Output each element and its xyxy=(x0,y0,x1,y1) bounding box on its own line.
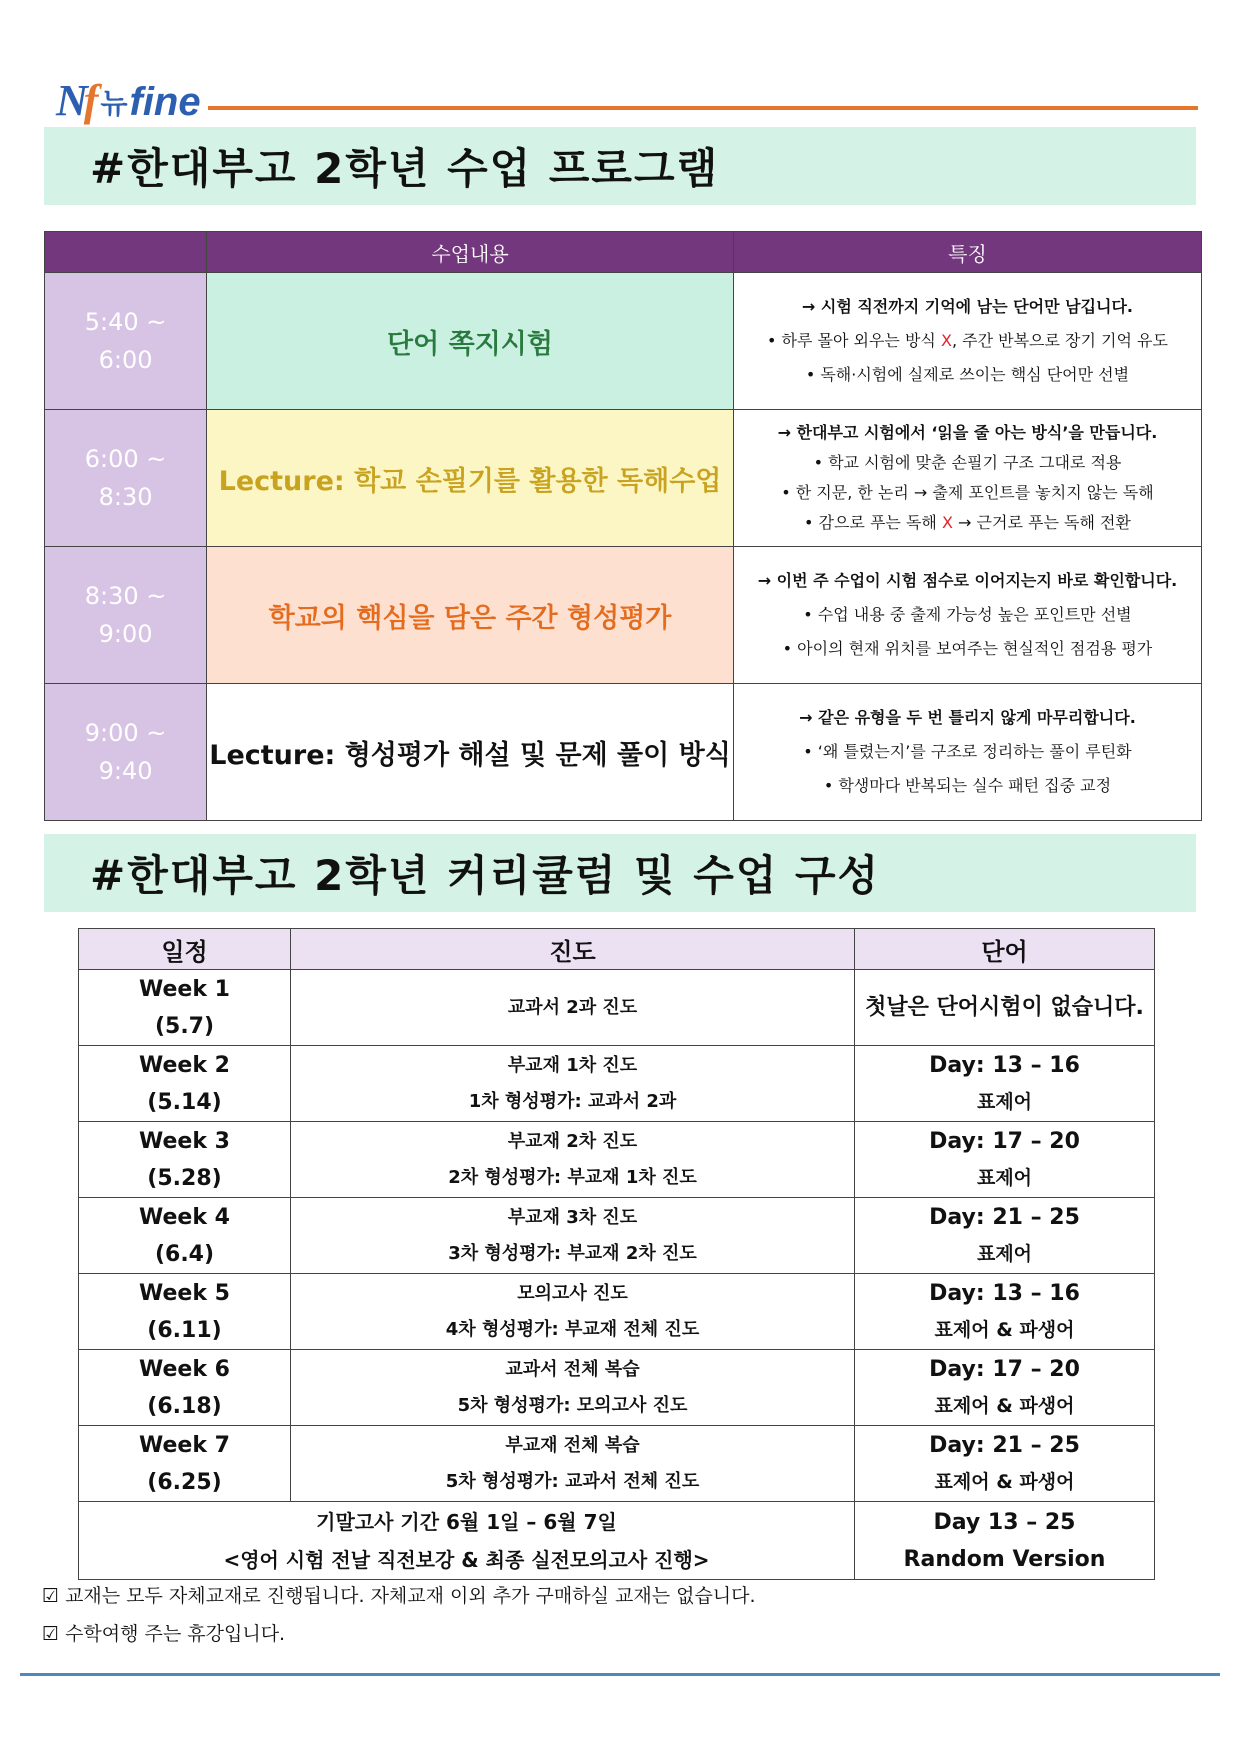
header-words: 단어 xyxy=(855,929,1155,970)
progress-cell: 교과서 2과 진도 xyxy=(291,970,855,1046)
word-cell: Day: 17 – 20 표제어 xyxy=(855,1122,1155,1198)
word-cell: Day: 17 – 20 표제어 & 파생어 xyxy=(855,1350,1155,1426)
curriculum-row xyxy=(79,1198,1155,1274)
logo-korean: 뉴 xyxy=(100,87,128,120)
word-cell: 첫날은 단어시험이 없습니다. xyxy=(855,970,1155,1046)
time-cell: 8:30 ~ 9:00 xyxy=(45,547,207,684)
final-word-cell: Day 13 – 25 Random Version xyxy=(855,1502,1155,1580)
curriculum-row xyxy=(79,1350,1155,1426)
brand-logo xyxy=(56,66,201,126)
feature-cell: → 시험 직전까지 기억에 남는 단어만 남깁니다. • 하루 몰아 외우는 방식 X, 주간 반복으로 장기 기억 유도 • 독해·시험에 실제로 쓰이는 핵심 단어만 선별 xyxy=(733,273,1201,410)
note-item: ☑ 교재는 모두 자체교재로 진행됩니다. 자체교재 이외 추가 구매하실 교재는 없습니다. xyxy=(42,1585,756,1607)
header-schedule: 일정 xyxy=(79,929,291,970)
final-exam-cell: 기말고사 기간 6월 1일 – 6월 7일 <영어 시험 전날 직전보강 & 최종 실전모의고사 진행> xyxy=(79,1502,855,1580)
progress-cell: 부교재 전체 복습 5차 형성평가: 교과서 전체 진도 xyxy=(291,1426,855,1502)
footer-divider xyxy=(20,1673,1220,1676)
progress-cell: 교과서 전체 복습 5차 형성평가: 모의고사 진도 xyxy=(291,1350,855,1426)
feature-cell: → 한대부고 시험에서 ‘읽을 줄 아는 방식’을 만듭니다. • 학교 시험에 맞춘 손필기 구조 그대로 적용 • 한 지문, 한 논리 → 출제 포인트를 놓치지 않는 독해 • 감으로 푸는 독해 X → 근거로 푸는 독해 전환 xyxy=(733,410,1201,547)
curriculum-row xyxy=(79,970,1155,1046)
feature-cell: → 같은 유형을 두 번 틀리지 않게 마무리합니다. • ‘왜 틀렸는지’를 구조로 정리하는 풀이 루틴화 • 학생마다 반복되는 실수 패턴 집중 교정 xyxy=(733,684,1201,821)
feature-cell: → 이번 주 수업이 시험 점수로 이어지는지 바로 확인합니다. • 수업 내용 중 출제 가능성 높은 포인트만 선별 • 아이의 현재 위치를 보여주는 현실적인 점검용 평가 xyxy=(733,547,1201,684)
week-cell: Week 1 (5.7) xyxy=(79,970,291,1046)
final-exam-row xyxy=(79,1502,1155,1580)
program-table xyxy=(44,231,1202,821)
header-blank xyxy=(45,232,207,273)
header-content: 수업내용 xyxy=(207,232,734,273)
week-cell: Week 5 (6.11) xyxy=(79,1274,291,1350)
progress-cell: 부교재 1차 진도 1차 형성평가: 교과서 2과 xyxy=(291,1046,855,1122)
time-cell: 5:40 ~ 6:00 xyxy=(45,273,207,410)
program-row xyxy=(45,410,1202,547)
program-row xyxy=(45,547,1202,684)
logo-fine: fine xyxy=(129,80,201,124)
curriculum-table-header xyxy=(79,929,1155,970)
content-cell: Lecture: 학교 손필기를 활용한 독해수업 xyxy=(207,410,734,547)
notes xyxy=(42,1577,756,1653)
content-cell: 단어 쪽지시험 xyxy=(207,273,734,410)
word-cell: Day: 13 – 16 표제어 xyxy=(855,1046,1155,1122)
time-cell: 6:00 ~ 8:30 xyxy=(45,410,207,547)
week-cell: Week 2 (5.14) xyxy=(79,1046,291,1122)
progress-cell: 부교재 3차 진도 3차 형성평가: 부교재 2차 진도 xyxy=(291,1198,855,1274)
program-row xyxy=(45,273,1202,410)
week-cell: Week 7 (6.25) xyxy=(79,1426,291,1502)
progress-cell: 부교재 2차 진도 2차 형성평가: 부교재 1차 진도 xyxy=(291,1122,855,1198)
header-progress: 진도 xyxy=(291,929,855,970)
word-cell: Day: 13 – 16 표제어 & 파생어 xyxy=(855,1274,1155,1350)
week-cell: Week 3 (5.28) xyxy=(79,1122,291,1198)
content-cell: 학교의 핵심을 담은 주간 형성평가 xyxy=(207,547,734,684)
curriculum-row xyxy=(79,1122,1155,1198)
program-row xyxy=(45,684,1202,821)
header-divider xyxy=(208,106,1198,110)
note-item: ☑ 수학여행 주는 휴강입니다. xyxy=(42,1623,286,1645)
time-cell: 9:00 ~ 9:40 xyxy=(45,684,207,821)
section-title-program: #한대부고 2학년 수업 프로그램 xyxy=(44,127,1196,205)
week-cell: Week 6 (6.18) xyxy=(79,1350,291,1426)
content-cell: Lecture: 형성평가 해설 및 문제 풀이 방식 xyxy=(207,684,734,821)
curriculum-row xyxy=(79,1046,1155,1122)
word-cell: Day: 21 – 25 표제어 & 파생어 xyxy=(855,1426,1155,1502)
curriculum-row xyxy=(79,1426,1155,1502)
word-cell: Day: 21 – 25 표제어 xyxy=(855,1198,1155,1274)
header-feature: 특징 xyxy=(733,232,1201,273)
section-title-curriculum: #한대부고 2학년 커리큘럼 및 수업 구성 xyxy=(44,834,1196,912)
week-cell: Week 4 (6.4) xyxy=(79,1198,291,1274)
curriculum-row xyxy=(79,1274,1155,1350)
progress-cell: 모의고사 진도 4차 형성평가: 부교재 전체 진도 xyxy=(291,1274,855,1350)
logo-mark: Nf xyxy=(56,76,95,125)
curriculum-table xyxy=(78,928,1155,1580)
program-table-header xyxy=(45,232,1202,273)
